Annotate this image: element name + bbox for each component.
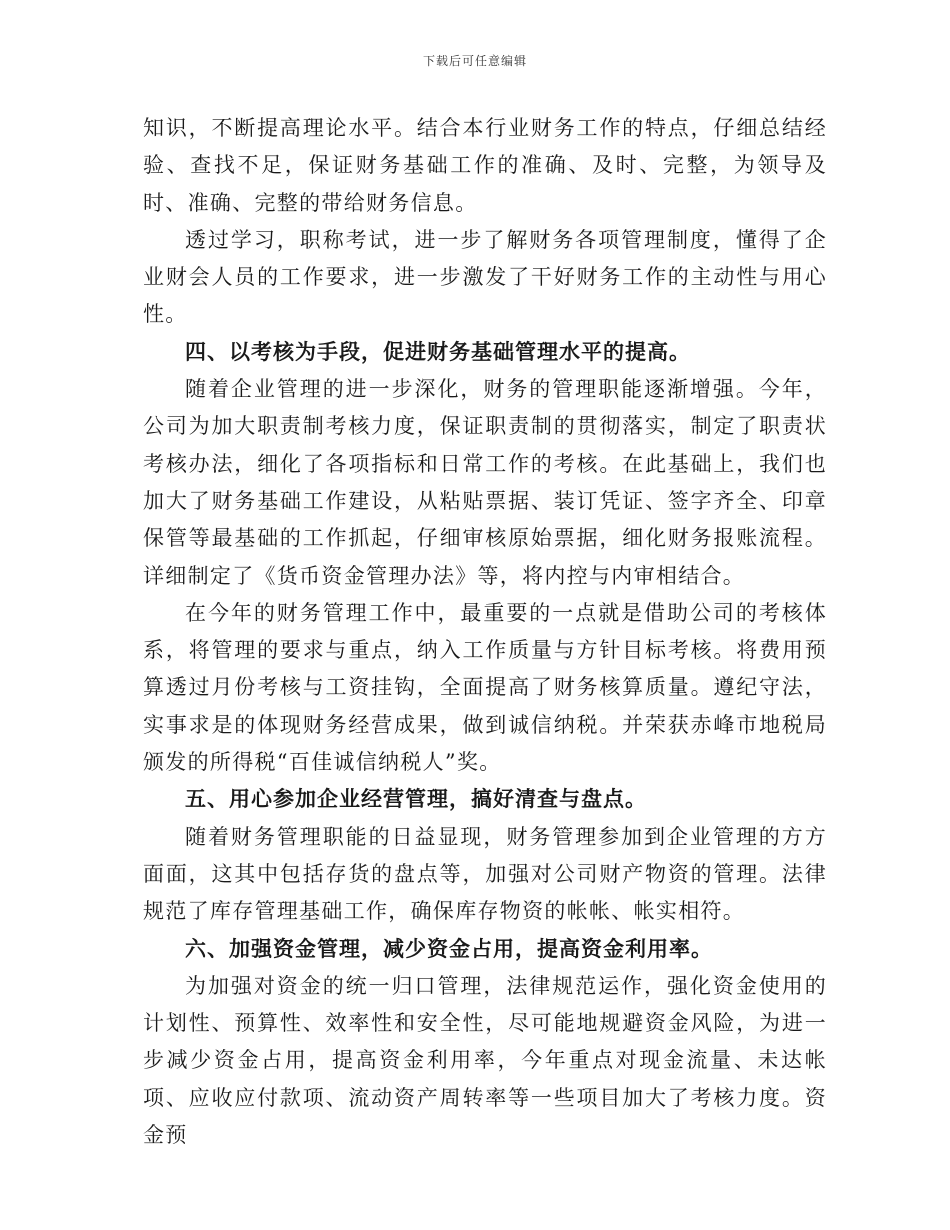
document-body — [143, 110, 827, 1154]
section-heading-6: 六、加强资金管理，减少资金占用，提高资金利用率。 — [185, 936, 713, 961]
section-heading-5: 五、用心参加企业经营管理，搞好清查与盘点。 — [185, 787, 647, 812]
page-header: 下载后可任意编辑 — [422, 54, 527, 68]
section-heading-4: 四、以考核为手段，促进财务基础管理水平的提高。 — [185, 339, 691, 364]
paragraph-fund-management: 为加强对资金的统一归口管理，法律规范运作，强化资金使用的计划性、预算性、效率性和安全性，尽可能地规避资金风险，为进一步减少资金占用，提高资金利用率，今年重点对现金流量、未达帐项、应收应付款项、流动资产周转率等一些项目加大了考核力度。资金预 — [143, 973, 827, 1148]
paragraph-assessment-system: 在今年的财务管理工作中，最重要的一点就是借助公司的考核体系，将管理的要求与重点，纳入工作质量与方针目标考核。将费用预算透过月份考核与工资挂钩，全面提高了财务核算质量。遵纪守法，实事求是的体现财务经营成果，做到诚信纳税。并荣获赤峰市地税局颁发的所得税“百佳诚信纳税人”奖。 — [143, 600, 827, 775]
paragraph-management-deepening: 随着企业管理的进一步深化，财务的管理职能逐渐增强。今年，公司为加大职责制考核力度，保证职责制的贯彻落实，制定了职责状考核办法，细化了各项指标和日常工作的考核。在此基础上，我们也加大了财务基础工作建设，从粘贴票据、装订凭证、签字齐全、印章保管等最基础的工作抓起，仔细审核原始票据，细化财务报账流程。详细制定了《货币资金管理办法》等，将内控与内审相结合。 — [143, 377, 827, 588]
paragraph-inventory: 随着财务管理职能的日益显现，财务管理参加到企业管理的方方面面，这其中包括存货的盘点等，加强对公司财产物资的管理。法律规范了库存管理基础工作，确保库存物资的帐帐、帐实相符。 — [143, 824, 827, 924]
paragraph-continued: 知识，不断提高理论水平。结合本行业财务工作的特点，仔细总结经验、查找不足，保证财务基础工作的准确、及时、完整，为领导及时、准确、完整的带给财务信息。 — [143, 116, 827, 215]
paragraph-study: 透过学习，职称考试，进一步了解财务各项管理制度，懂得了企业财会人员的工作要求，进一步激发了干好财务工作的主动性与用心性。 — [143, 227, 827, 327]
